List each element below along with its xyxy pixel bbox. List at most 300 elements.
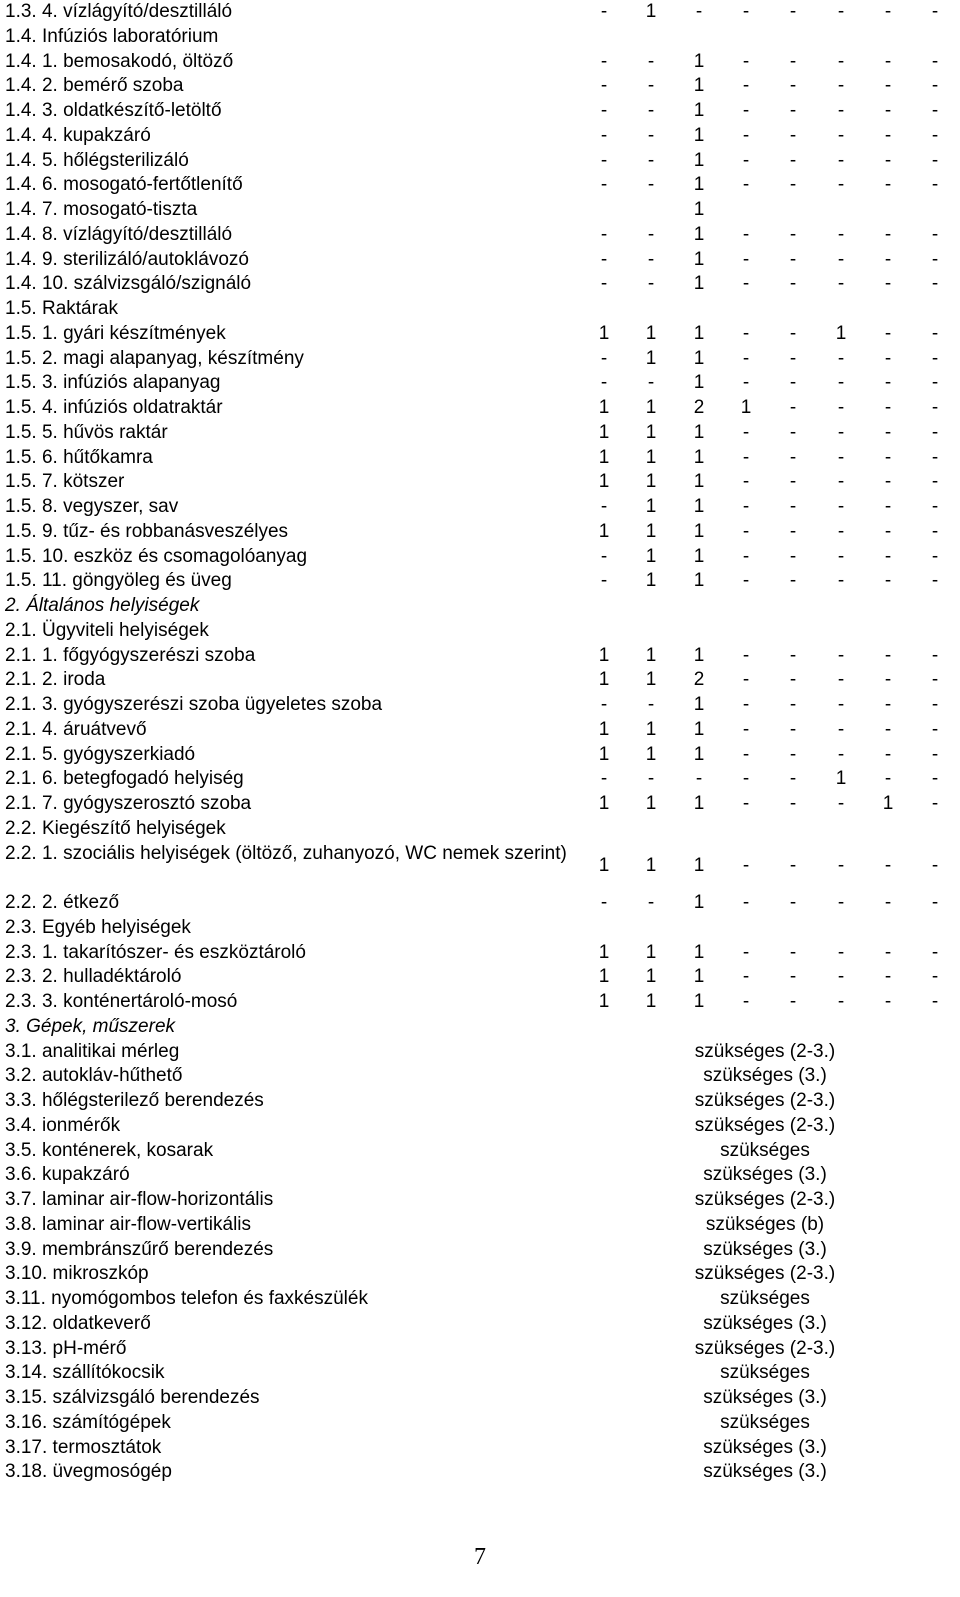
table-cell: 1 xyxy=(598,446,610,468)
table-cell: - xyxy=(837,644,845,666)
table-cell: - xyxy=(837,941,845,963)
table-cell: - xyxy=(931,100,939,121)
table-cell: - xyxy=(647,50,655,72)
equipment-row xyxy=(0,1114,960,1139)
table-cell: - xyxy=(742,694,750,715)
table-row xyxy=(0,718,960,743)
row-label: 1.5. 9. tűz- és robbanásveszélyes xyxy=(5,520,289,542)
table-cell: - xyxy=(789,397,797,418)
table-cell: - xyxy=(600,347,608,369)
table-row xyxy=(0,421,960,446)
table-cell: - xyxy=(789,991,797,1012)
table-cell: - xyxy=(600,100,608,121)
row-label: 1.4. 8. vízlágyító/desztilláló xyxy=(5,223,233,245)
requirement-note: szükséges (3.) xyxy=(703,1461,827,1483)
table-cell: - xyxy=(931,471,939,493)
table-cell: - xyxy=(789,223,797,245)
table-cell: - xyxy=(789,471,797,493)
table-cell: - xyxy=(931,223,939,245)
row-label: 1.4. 6. mosogató-fertőtlenítő xyxy=(5,174,243,196)
equipment-row xyxy=(0,1163,960,1188)
table-cell: - xyxy=(742,496,750,517)
row-label: 2.1. 7. gyógyszerosztó szoba xyxy=(5,793,252,814)
requirement-note: szükséges xyxy=(720,1411,810,1433)
requirement-note: szükséges (3.) xyxy=(703,1238,827,1260)
table-cell: - xyxy=(742,223,750,245)
table-cell: 1 xyxy=(598,669,610,691)
row-label: 1.4. Infúziós laboratórium xyxy=(5,25,219,47)
table-cell: 1 xyxy=(693,273,705,295)
table-cell: - xyxy=(837,892,845,913)
table-cell: - xyxy=(884,768,892,790)
table-cell: - xyxy=(931,570,939,592)
table-cell: - xyxy=(742,471,750,493)
table-cell: - xyxy=(789,718,797,740)
table-cell: - xyxy=(837,743,845,765)
table-cell: - xyxy=(647,124,655,146)
section-heading-row xyxy=(0,1015,960,1040)
table-cell: - xyxy=(789,793,797,814)
requirement-note: szükséges (3.) xyxy=(703,1312,827,1334)
table-cell: - xyxy=(931,793,939,814)
row-label: 1.5. 2. magi alapanyag, készítmény xyxy=(5,347,304,369)
table-cell: - xyxy=(647,768,655,790)
table-row xyxy=(0,470,960,495)
table-cell: 1 xyxy=(693,223,705,245)
row-label: 1.5. 10. eszköz és csomagolóanyag xyxy=(5,545,308,567)
row-label: 1.4. 9. sterilizáló/autoklávozó xyxy=(5,248,249,270)
table-cell: 1 xyxy=(693,50,705,72)
table-cell: - xyxy=(742,644,750,666)
table-cell: - xyxy=(600,124,608,146)
table-cell: 1 xyxy=(645,322,657,344)
table-cell: - xyxy=(742,248,750,270)
table-cell: - xyxy=(884,124,892,146)
table-cell: - xyxy=(884,100,892,121)
table-cell: 1 xyxy=(693,892,705,913)
table-row xyxy=(0,248,960,273)
table-cell: 1 xyxy=(598,941,610,963)
equipment-row xyxy=(0,1238,960,1263)
table-cell: 1 xyxy=(693,149,705,171)
table-row xyxy=(0,990,960,1015)
table-cell: - xyxy=(837,991,845,1012)
table-cell: 1 xyxy=(598,743,610,765)
row-label: 2.2. Kiegészítő helyiségek xyxy=(5,817,226,839)
table-row xyxy=(0,569,960,594)
table-cell: - xyxy=(931,1,939,22)
table-cell: 1 xyxy=(693,75,705,97)
requirement-note: szükséges (3.) xyxy=(703,1065,827,1087)
table-cell: - xyxy=(789,273,797,295)
equipment-row xyxy=(0,1312,960,1337)
table-cell: - xyxy=(742,966,750,988)
table-cell: - xyxy=(742,1,750,22)
table-cell: - xyxy=(647,273,655,295)
table-cell: - xyxy=(742,854,750,876)
table-cell: - xyxy=(600,372,608,394)
table-row xyxy=(0,322,960,347)
table-row xyxy=(0,520,960,545)
row-label: 3.13. pH-mérő xyxy=(5,1337,127,1359)
table-cell: - xyxy=(600,768,608,790)
table-cell: - xyxy=(931,322,939,344)
section-heading-row xyxy=(0,817,960,842)
table-row xyxy=(0,198,960,223)
table-cell: - xyxy=(931,545,939,567)
table-row xyxy=(0,965,960,990)
table-row xyxy=(0,495,960,520)
requirement-note: szükséges (2-3.) xyxy=(694,1189,836,1210)
row-label: 1.5. 3. infúziós alapanyag xyxy=(5,372,221,394)
row-label: 1.5. 5. hűvös raktár xyxy=(5,421,168,443)
table-cell: - xyxy=(884,718,892,740)
table-cell: 2 xyxy=(693,669,705,691)
table-cell: - xyxy=(789,768,797,790)
row-label: 3.18. üvegmosógép xyxy=(5,1461,172,1483)
table-cell: - xyxy=(789,248,797,270)
table-cell: - xyxy=(742,570,750,592)
row-label: 3.10. mikroszkóp xyxy=(5,1263,149,1285)
requirement-note: szükséges xyxy=(720,1362,810,1384)
table-cell: - xyxy=(837,75,845,97)
table-cell: - xyxy=(931,520,939,542)
table-cell: - xyxy=(884,545,892,567)
row-label: 3.3. hőlégsterilező berendezés xyxy=(5,1090,264,1111)
table-cell: - xyxy=(789,124,797,146)
table-cell: - xyxy=(931,50,939,72)
table-row xyxy=(0,0,960,25)
table-cell: - xyxy=(837,248,845,270)
table-cell: - xyxy=(884,421,892,443)
row-label: 3.5. konténerek, kosarak xyxy=(5,1139,214,1161)
row-label: 3.15. szálvizsgáló berendezés xyxy=(5,1387,260,1408)
row-label: 1.4. 5. hőlégsterilizáló xyxy=(5,149,189,171)
table-cell: - xyxy=(884,496,892,517)
table-cell: 1 xyxy=(645,793,657,814)
table-cell: - xyxy=(837,793,845,814)
table-cell: - xyxy=(931,669,939,691)
table-cell: - xyxy=(600,570,608,592)
requirement-note: szükséges (3.) xyxy=(703,1387,827,1408)
equipment-row xyxy=(0,1361,960,1386)
table-cell: - xyxy=(695,768,703,790)
equipment-row xyxy=(0,1188,960,1213)
table-cell: 1 xyxy=(645,1,657,22)
table-cell: 1 xyxy=(693,199,705,220)
table-cell: - xyxy=(837,223,845,245)
table-cell: - xyxy=(931,372,939,394)
table-cell: - xyxy=(789,570,797,592)
table-cell: 1 xyxy=(693,570,705,592)
row-label: 3.1. analitikai mérleg xyxy=(5,1040,180,1062)
table-cell: 1 xyxy=(598,854,610,876)
table-cell: - xyxy=(647,892,655,913)
table-cell: - xyxy=(884,372,892,394)
table-cell: - xyxy=(837,273,845,295)
table-cell: 1 xyxy=(693,347,705,369)
table-row xyxy=(0,792,960,817)
table-cell: - xyxy=(837,854,845,876)
table-cell: - xyxy=(742,768,750,790)
table-cell: 1 xyxy=(693,793,705,814)
table-row xyxy=(0,668,960,693)
equipment-row xyxy=(0,1386,960,1411)
table-cell: - xyxy=(695,1,703,22)
requirement-note: szükséges (2-3.) xyxy=(694,1040,836,1062)
row-label: 1.4. 3. oldatkészítő-letöltő xyxy=(5,100,222,121)
table-cell: - xyxy=(600,1,608,22)
section-heading-row xyxy=(0,594,960,619)
equipment-row xyxy=(0,1460,960,1485)
table-cell: 1 xyxy=(693,743,705,765)
table-cell: - xyxy=(789,446,797,468)
requirement-note: szükséges xyxy=(720,1139,810,1161)
table-cell: - xyxy=(931,941,939,963)
equipment-row xyxy=(0,1436,960,1461)
table-cell: 1 xyxy=(645,496,657,517)
row-label: 3.14. szállítókocsik xyxy=(5,1362,165,1384)
table-cell: - xyxy=(837,471,845,493)
table-cell: 1 xyxy=(645,743,657,765)
table-cell: - xyxy=(600,75,608,97)
table-cell: 1 xyxy=(598,471,610,493)
row-label: 2.1. 3. gyógyszerészi szoba ügyeletes szoba xyxy=(5,694,383,715)
table-cell: - xyxy=(742,718,750,740)
row-label: 2.3. Egyéb helyiségek xyxy=(5,916,191,938)
table-cell: - xyxy=(884,644,892,666)
table-cell: - xyxy=(931,273,939,295)
table-cell: - xyxy=(837,397,845,418)
table-cell: - xyxy=(931,124,939,146)
table-cell: 1 xyxy=(693,496,705,517)
section-heading-row xyxy=(0,619,960,644)
row-label: 2.3. 1. takarítószer- és eszköztároló xyxy=(5,941,306,963)
table-cell: - xyxy=(742,75,750,97)
table-cell: - xyxy=(884,1,892,22)
requirement-note: szükséges (b) xyxy=(705,1213,825,1235)
table-cell: - xyxy=(647,372,655,394)
table-cell: 1 xyxy=(598,718,610,740)
section-heading-row xyxy=(0,25,960,50)
table-row xyxy=(0,941,960,966)
row-label: 2.1. 1. főgyógyszerészi szoba xyxy=(5,644,256,666)
table-cell: - xyxy=(742,941,750,963)
table-cell: - xyxy=(931,248,939,270)
table-cell: 1 xyxy=(645,966,657,988)
table-cell: - xyxy=(884,322,892,344)
table-row xyxy=(0,545,960,570)
table-row xyxy=(0,50,960,75)
row-label: 1.5. 6. hűtőkamra xyxy=(5,446,153,468)
table-cell: - xyxy=(884,892,892,913)
row-label: 2.1. 6. betegfogadó helyiség xyxy=(5,768,244,790)
equipment-row xyxy=(0,1139,960,1164)
table-cell: - xyxy=(789,496,797,517)
table-row xyxy=(0,644,960,669)
table-cell: - xyxy=(884,273,892,295)
table-cell: - xyxy=(931,644,939,666)
table-cell: - xyxy=(647,248,655,270)
table-cell: - xyxy=(789,520,797,542)
requirement-note: szükséges (2-3.) xyxy=(694,1263,836,1285)
table-cell: 2 xyxy=(693,397,705,418)
table-cell: - xyxy=(742,669,750,691)
requirement-note: szükséges (2-3.) xyxy=(694,1090,836,1111)
table-cell: - xyxy=(789,1,797,22)
row-label: 2.2. 2. étkező xyxy=(5,892,120,913)
table-cell: 1 xyxy=(645,520,657,542)
table-cell: - xyxy=(837,669,845,691)
row-label: 1.4. 10. szálvizsgáló/szignáló xyxy=(5,273,252,295)
table-cell: 1 xyxy=(740,397,752,418)
table-cell: - xyxy=(789,50,797,72)
table-cell: - xyxy=(742,50,750,72)
table-cell: - xyxy=(742,421,750,443)
table-cell: - xyxy=(884,223,892,245)
table-cell: 1 xyxy=(693,446,705,468)
table-cell: 1 xyxy=(645,718,657,740)
table-cell: 1 xyxy=(645,471,657,493)
table-cell: - xyxy=(884,347,892,369)
table-cell: 1 xyxy=(645,669,657,691)
table-cell: 1 xyxy=(598,322,610,344)
table-cell: 1 xyxy=(645,991,657,1012)
table-cell: - xyxy=(789,100,797,121)
table-cell: - xyxy=(600,273,608,295)
row-label: 1.4. 1. bemosakodó, öltöző xyxy=(5,50,234,72)
row-label: 1.5. 4. infúziós oldatraktár xyxy=(5,397,223,418)
table-cell: - xyxy=(931,718,939,740)
table-cell: - xyxy=(600,248,608,270)
requirement-note: szükséges (2-3.) xyxy=(694,1337,836,1359)
table-row xyxy=(0,693,960,718)
table-cell: - xyxy=(600,50,608,72)
table-cell: - xyxy=(884,446,892,468)
table-cell: - xyxy=(837,100,845,121)
table-cell: - xyxy=(789,372,797,394)
table-cell: - xyxy=(837,718,845,740)
table-cell: 1 xyxy=(693,248,705,270)
table-cell: 1 xyxy=(693,174,705,196)
table-cell: 1 xyxy=(693,854,705,876)
table-cell: 1 xyxy=(693,520,705,542)
table-cell: 1 xyxy=(693,991,705,1012)
row-label: 3.17. termosztátok xyxy=(5,1436,162,1458)
table-cell: - xyxy=(884,248,892,270)
table-cell: 1 xyxy=(693,694,705,715)
row-label: 1.5. 7. kötszer xyxy=(5,471,125,493)
table-cell: - xyxy=(647,100,655,121)
table-cell: 1 xyxy=(693,322,705,344)
table-cell: - xyxy=(884,50,892,72)
table-cell: - xyxy=(789,347,797,369)
row-label: 1.5. 8. vegyszer, sav xyxy=(5,496,179,517)
row-label: 3.9. membránszűrő berendezés xyxy=(5,1238,274,1260)
table-row xyxy=(0,124,960,149)
table-cell: 1 xyxy=(693,718,705,740)
table-cell: 1 xyxy=(598,991,610,1012)
table-cell: 1 xyxy=(693,941,705,963)
table-cell: - xyxy=(884,991,892,1012)
row-label: 2. Általános helyiségek xyxy=(5,595,200,616)
table-cell: 1 xyxy=(693,644,705,666)
table-cell: - xyxy=(742,347,750,369)
table-cell: 1 xyxy=(835,768,847,790)
table-cell: - xyxy=(789,322,797,344)
table-cell: 1 xyxy=(645,347,657,369)
table-cell: - xyxy=(742,892,750,913)
table-cell: 1 xyxy=(645,644,657,666)
table-cell: - xyxy=(789,421,797,443)
requirement-note: szükséges (3.) xyxy=(703,1436,827,1458)
equipment-row xyxy=(0,1411,960,1436)
row-label: 3.2. autokláv-hűthető xyxy=(5,1065,183,1087)
row-label: 3.11. nyomógombos telefon és faxkészülék xyxy=(5,1288,368,1309)
table-cell: - xyxy=(837,1,845,22)
table-row xyxy=(0,396,960,421)
table-cell: - xyxy=(789,545,797,567)
table-cell: - xyxy=(789,743,797,765)
row-label: 1.4. 2. bemérő szoba xyxy=(5,75,184,97)
table-cell: - xyxy=(789,694,797,715)
table-cell: - xyxy=(742,100,750,121)
table-row xyxy=(0,842,960,892)
row-label: 2.1. 2. iroda xyxy=(5,669,106,691)
table-cell: - xyxy=(884,520,892,542)
table-cell: - xyxy=(884,669,892,691)
section-heading-row xyxy=(0,297,960,322)
table-cell: - xyxy=(931,854,939,876)
table-cell: 1 xyxy=(835,322,847,344)
table-cell: - xyxy=(884,397,892,418)
table-row xyxy=(0,446,960,471)
table-cell: - xyxy=(742,322,750,344)
table-cell: - xyxy=(931,966,939,988)
table-cell: - xyxy=(742,545,750,567)
table-cell: - xyxy=(931,446,939,468)
table-cell: 1 xyxy=(693,124,705,146)
table-cell: - xyxy=(931,768,939,790)
table-cell: - xyxy=(931,892,939,913)
table-cell: - xyxy=(647,75,655,97)
table-cell: - xyxy=(742,273,750,295)
table-cell: - xyxy=(884,966,892,988)
table-cell: - xyxy=(931,743,939,765)
table-cell: - xyxy=(789,941,797,963)
row-label: 1.3. 4. vízlágyító/desztilláló xyxy=(5,1,233,22)
table-cell: - xyxy=(837,570,845,592)
table-row xyxy=(0,149,960,174)
table-cell: - xyxy=(742,520,750,542)
table-row xyxy=(0,891,960,916)
table-cell: 1 xyxy=(598,644,610,666)
table-cell: - xyxy=(742,149,750,171)
table-cell: 1 xyxy=(598,793,610,814)
table-cell: - xyxy=(789,892,797,913)
equipment-row xyxy=(0,1040,960,1065)
row-label: 3.4. ionmérők xyxy=(5,1114,121,1136)
table-cell: - xyxy=(742,124,750,146)
table-cell: - xyxy=(884,743,892,765)
table-cell: - xyxy=(837,446,845,468)
equipment-row xyxy=(0,1064,960,1089)
table-cell: 1 xyxy=(645,545,657,567)
requirement-note: szükséges (2-3.) xyxy=(694,1114,836,1136)
equipment-row xyxy=(0,1337,960,1362)
row-label: 1.5. 1. gyári készítmények xyxy=(5,322,226,344)
equipment-row xyxy=(0,1089,960,1114)
